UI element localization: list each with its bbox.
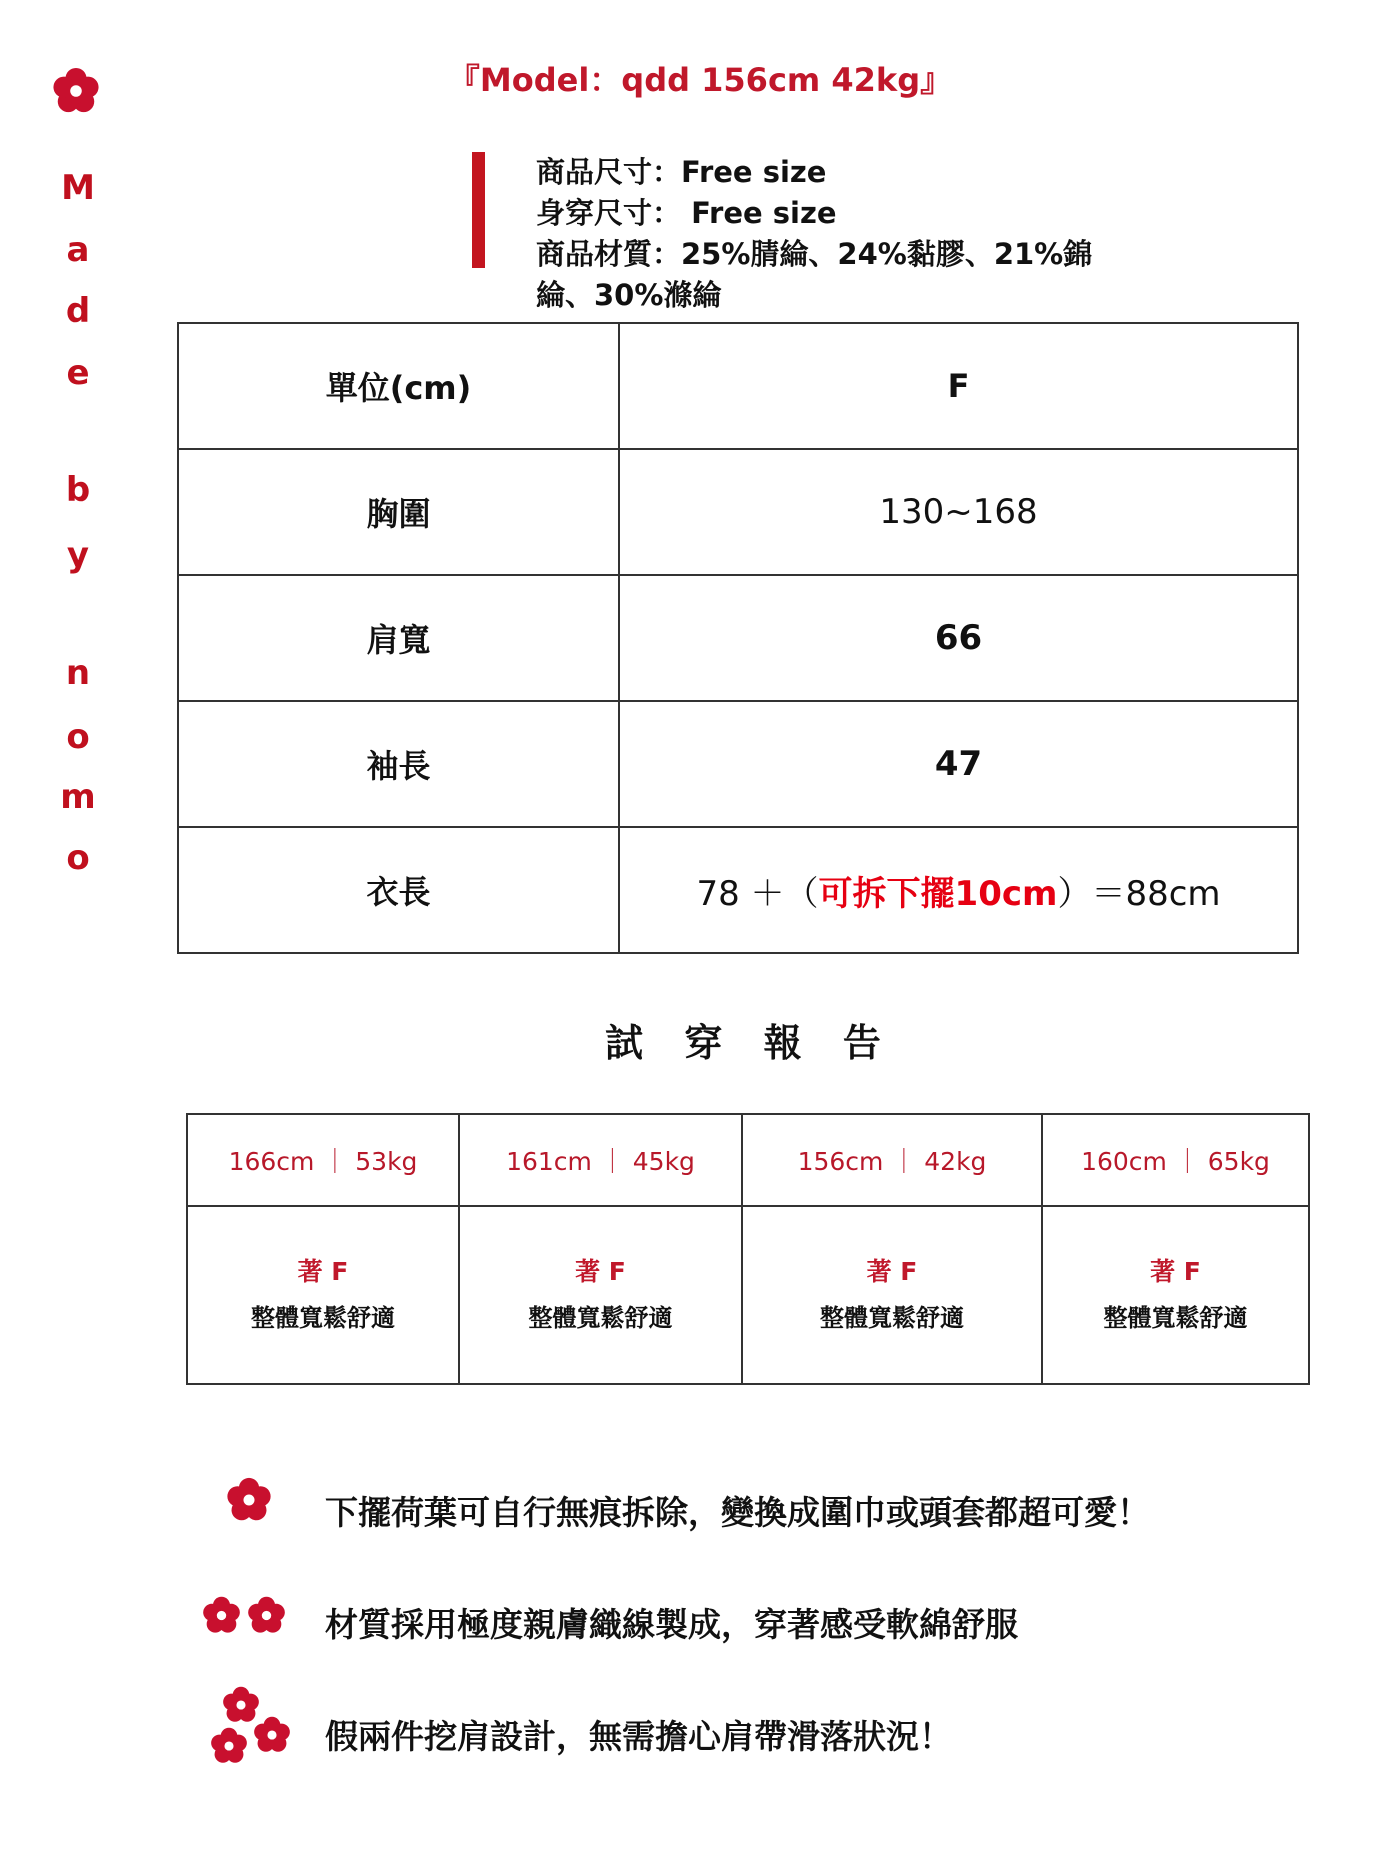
fitting-result xyxy=(1042,1206,1309,1384)
fitting-report-table xyxy=(186,1113,1310,1385)
flower-icon xyxy=(210,1727,248,1765)
fit-comment: 整體寬鬆舒適 xyxy=(820,1304,964,1332)
tester-body: 161cm ｜ 45kg xyxy=(459,1114,742,1206)
model-info: 『Model：qdd 156cm 42kg』 xyxy=(447,61,953,99)
tester-body: 160cm ｜ 65kg xyxy=(1042,1114,1309,1206)
worn-size: 著 F xyxy=(575,1257,626,1286)
feature-item: 下擺荷葉可自行無痕拆除，變換成圍巾或頭套都超可愛！ xyxy=(325,1493,1150,1532)
fitting-report-title: 試 穿 報 告 xyxy=(605,1021,895,1065)
one-flower-icon xyxy=(226,1477,272,1523)
brand-letter: a xyxy=(66,230,90,270)
flower-icon xyxy=(253,1716,291,1754)
table-row xyxy=(178,701,1298,827)
fitting-result xyxy=(459,1206,742,1384)
length-base: 78 ＋（ xyxy=(696,873,819,914)
spec-accent-bar xyxy=(472,152,485,268)
measure-value: 130~168 xyxy=(619,449,1298,575)
length-detachable-note: 可拆下擺10cm xyxy=(818,873,1058,914)
feature-item: 假兩件挖肩設計，無需擔心肩帶滑落狀況！ xyxy=(325,1717,952,1756)
measure-label: 肩寬 xyxy=(178,575,619,701)
fitting-result xyxy=(742,1206,1042,1384)
brand-letter: b xyxy=(65,470,91,510)
measure-value: 47 xyxy=(619,701,1298,827)
size-table xyxy=(177,322,1299,954)
size-unit-header: 單位(cm) xyxy=(178,323,619,449)
spec-block xyxy=(536,152,1256,316)
tester-body: 156cm ｜ 42kg xyxy=(742,1114,1042,1206)
measure-label: 袖長 xyxy=(178,701,619,827)
flower-icon xyxy=(247,1596,286,1635)
fitting-result-row xyxy=(187,1206,1309,1384)
flower-icon xyxy=(202,1596,241,1635)
brand-letter: m xyxy=(60,777,96,817)
fitting-header-row xyxy=(187,1114,1309,1206)
fit-comment: 整體寬鬆舒適 xyxy=(251,1304,395,1332)
worn-size: 著 F xyxy=(1150,1257,1201,1286)
brand-letter: n xyxy=(65,653,91,693)
spec-product-size: 商品尺寸：Free size xyxy=(536,155,827,189)
measure-value: 66 xyxy=(619,575,1298,701)
measure-label: 衣長 xyxy=(178,827,619,953)
table-row xyxy=(178,575,1298,701)
brand-letter: e xyxy=(66,353,90,393)
table-row xyxy=(178,827,1298,953)
fit-comment: 整體寬鬆舒適 xyxy=(1103,1304,1248,1332)
spec-material: 商品材質：25%腈綸、24%黏膠、21%錦綸、30%滌綸 xyxy=(536,237,1093,312)
worn-size: 著 F xyxy=(297,1257,349,1286)
size-f-header: F xyxy=(619,323,1298,449)
tester-body: 166cm ｜ 53kg xyxy=(187,1114,459,1206)
feature-item: 材質採用極度親膚織線製成，穿著感受軟綿舒服 xyxy=(325,1605,1018,1644)
length-total: ）＝88cm xyxy=(1057,873,1221,914)
spec-wear-size: 身穿尺寸： Free size xyxy=(536,196,837,230)
brand-letter: y xyxy=(66,535,90,575)
brand-letter: o xyxy=(66,717,90,757)
worn-size: 著 F xyxy=(866,1257,918,1286)
brand-letter: o xyxy=(66,838,90,878)
brand-flower-icon xyxy=(52,67,100,115)
brand-letter: M xyxy=(61,168,95,208)
size-table-header-row xyxy=(178,323,1298,449)
brand-letter: d xyxy=(65,291,91,331)
fit-comment: 整體寬鬆舒適 xyxy=(528,1304,673,1332)
fitting-result xyxy=(187,1206,459,1384)
table-row xyxy=(178,449,1298,575)
measure-value xyxy=(619,827,1298,953)
measure-label: 胸圍 xyxy=(178,449,619,575)
